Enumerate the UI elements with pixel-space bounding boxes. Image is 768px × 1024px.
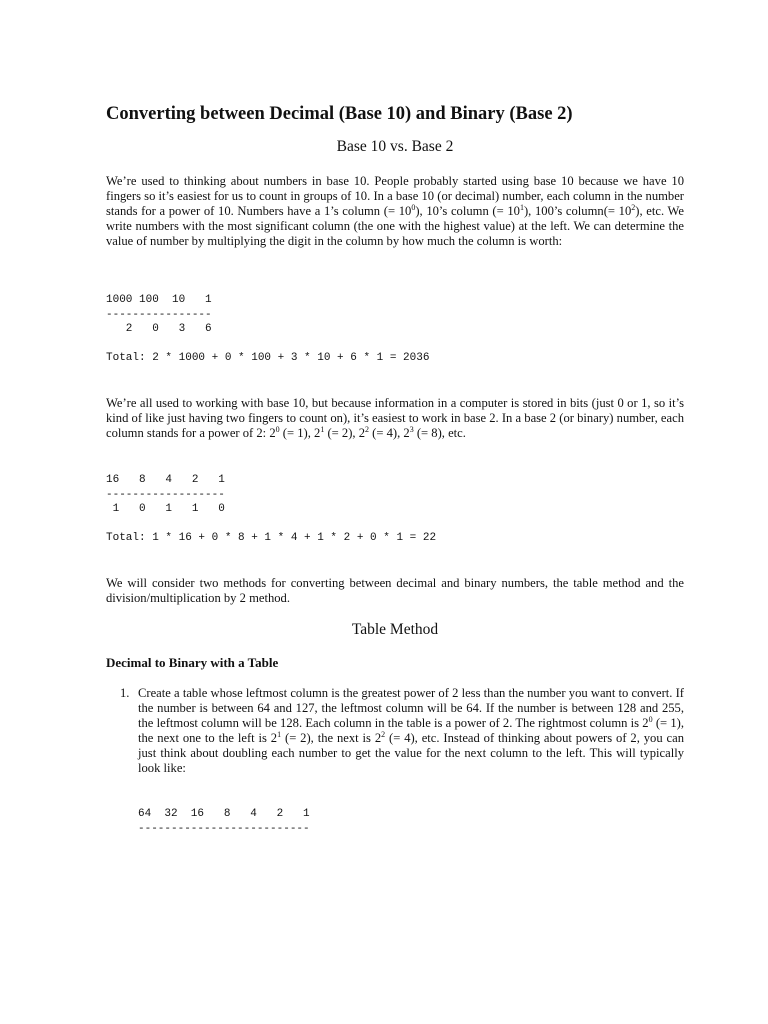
paragraph-base10-intro: We’re used to thinking about numbers in base 10. People probably started using base 10 because we have 10 fingers so it’s easiest for us to count in groups of 10. In a base 10 (or decimal) number, each column in the number stands for a power of 10. Numbers have a 1’s column (= $10^0$), 10’s column (= $10^1$), 100’s column(= $10^2$), etc. We write numbers with the most significant column (the one with the highest value) at the left. We can determine the value of number by multiplying the digit in the column by how much the column is worth: [106,174,684,248]
list-item-number: 1. [120,686,130,700]
code-example-base2: 16 8 4 2 1 ------------------ 1 0 1 1 0 Total: 1 * 16 + 0 * 8 + 1 * 4 + 1 * 2 + 0 * 1 = 22 [106,474,437,544]
section-heading-table-method: Table Method [351,621,439,638]
list-item-text: Create a table whose leftmost column is the greatest power of 2 less than the number you want to convert. If the number is between 64 and 127, the leftmost column will be 64. If the number is between 128 and 255, the leftmost column will be 128. Each column in the table is a power of 2. The rightmost column is $2^0$ (= 1), the next one to the left is $2^1$ (= 2), the next is $2^2$ (= 4), etc. Instead of thinking about powers of 2, you can just think about doubling each number to get the value for the next column to the left. This will typically look like: [138,686,684,775]
paragraph-base2-intro: We’re all used to working with base 10, but because information in a computer is stored in bits (just 0 or 1, so it’s kind of like just having two fingers to count on), it’s easiest to work in base 2. In a base 2 (or binary) number, each column stands for a power of 2: $2^0$ (= 1), $2^1$ (= 2), $2^2$ (= 4), $2^3$ (= 8), etc. [106,396,684,440]
subheading-decimal-to-binary: Decimal to Binary with a Table [106,655,279,670]
document-title: Converting between Decimal (Base 10) and Binary (Base 2) [106,104,573,124]
paragraph-methods: We will consider two methods for converting between decimal and binary numbers, the table method and the division/multiplication by 2 method. [106,576,684,605]
code-example-table-header: 64 32 16 8 4 2 1 -------------------------- [138,808,310,835]
section-heading-base10-vs-base2: Base 10 vs. Base 2 [336,138,454,155]
code-example-base10: 1000 100 10 1 ---------------- 2 0 3 6 Total: 2 * 1000 + 0 * 100 + 3 * 10 + 6 * 1 = 2036 [106,294,430,364]
